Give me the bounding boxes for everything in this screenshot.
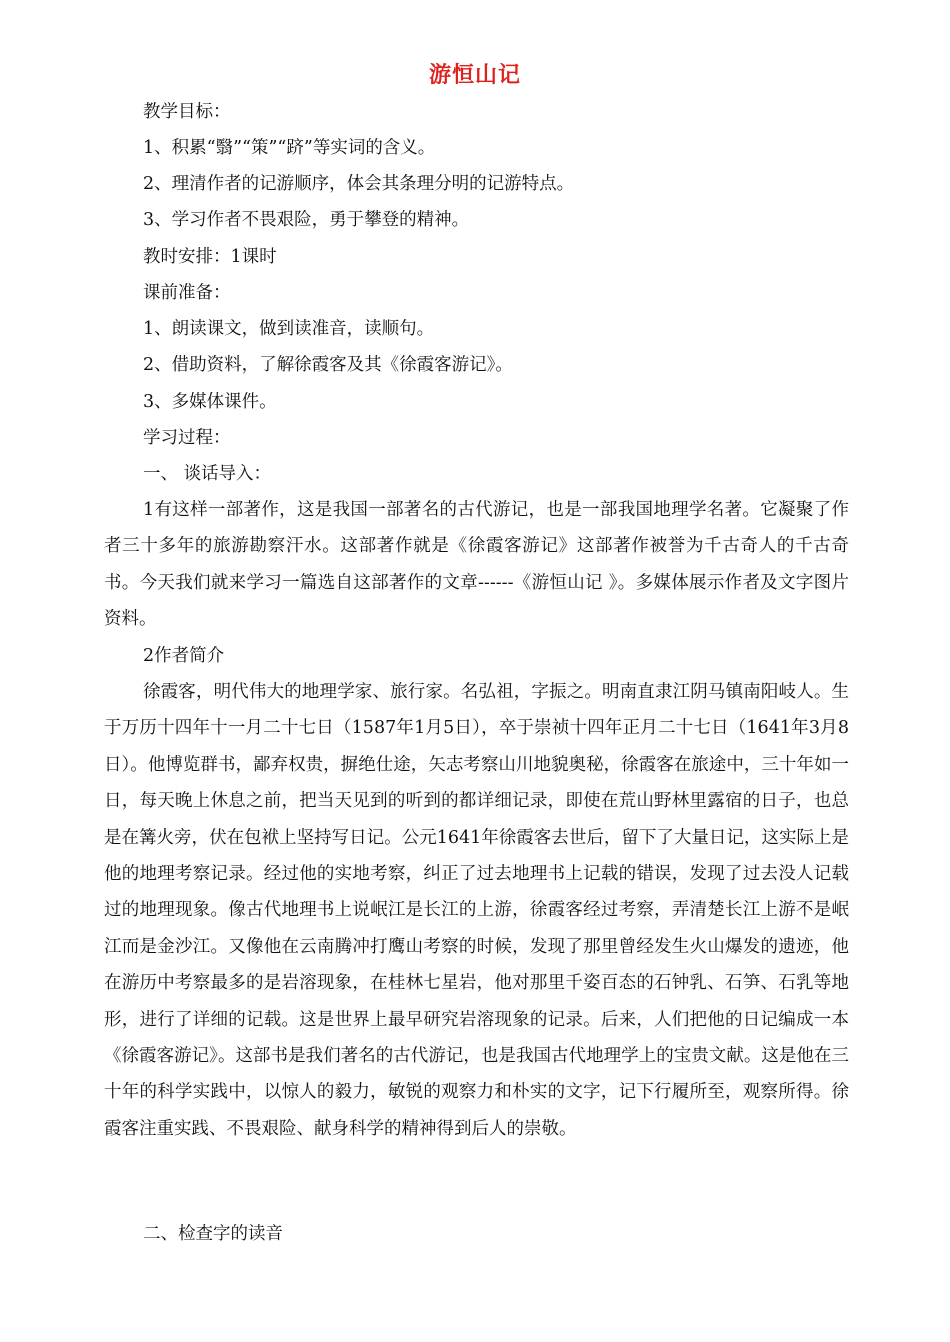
- prep-item-2: 2、借助资料，了解徐霞客及其《徐霞客游记》。: [143, 355, 513, 375]
- objective-item-3: 3、学习作者不畏艰险，勇于攀登的精神。: [143, 210, 470, 230]
- objectives-heading: 教学目标：: [143, 102, 231, 122]
- schedule-line: 教时安排：1课时: [143, 247, 277, 267]
- prep-item-1: 1、朗读课文，做到读准音，读顺句。: [143, 319, 435, 339]
- process-heading: 学习过程：: [143, 428, 231, 448]
- objective-item-2: 2、理清作者的记游顺序，体会其条理分明的记游特点。: [143, 174, 575, 194]
- section1-heading: 一、 谈话导入：: [143, 464, 272, 484]
- author-heading: 2作者简介: [143, 646, 225, 666]
- objective-item-1: 1、积累“翳”“策”“跻”等实词的含义。: [143, 138, 436, 158]
- prep-item-3: 3、多媒体课件。: [143, 392, 277, 412]
- intro-paragraph: 1有这样一部著作，这是我国一部著名的古代游记，也是一部我国地理学名著。它凝聚了作者三十多年的旅游勘察汗水。这部著作就是《徐霞客游记》这部著作被誉为千古奇人的千古奇书。今天我们就来学习一篇选自这部著作的文章------《游恒山记 》。多媒体展示作者及文字图片资料。: [104, 500, 849, 630]
- author-paragraph: 徐霞客，明代伟大的地理学家、旅行家。名弘祖，字振之。明南直隶江阴马镇南阳岐人。生于万历十四年十一月二十七日（1587年1月5日），卒于崇祯十四年正月二十七日（1641年3月8日）。他博览群书，鄙弃权贵，摒绝仕途，矢志考察山川地貌奥秘，徐霞客在旅途中，三十年如一日，每天晚上休息之前，把当天见到的听到的都详细记录，即使在荒山野林里露宿的日子，也总是在篝火旁，伏在包袱上坚持写日记。公元1641年徐霞客去世后，留下了大量日记，这实际上是他的地理考察记录。经过他的实地考察，纠正了过去地理书上记载的错误，发现了过去没人记载过的地理现象。像古代地理书上说岷江是长江的上游，徐霞客经过考察，弄清楚长江上游不是岷江而是金沙江。又像他在云南腾冲打鹰山考察的时候，发现了那里曾经发生火山爆发的遗迹，他在游历中考察最多的是岩溶现象，在桂林七星岩，他对那里千姿百态的石钟乳、石笋、石乳等地形，进行了详细的记载。这是世界上最早研究岩溶现象的记录。后来，人们把他的日记编成一本《徐霞客游记》。这部书是我们著名的古代游记，也是我国古代地理学上的宝贵文献。这是他在三十年的科学实践中，以惊人的毅力，敏锐的观察力和朴实的文字，记下行履所至，观察所得。徐霞客注重实践、不畏艰险、献身科学的精神得到后人的崇敬。: [104, 682, 849, 1139]
- section2-heading: 二、检查字的读音: [143, 1224, 283, 1244]
- prep-heading: 课前准备：: [143, 283, 231, 303]
- document-title: 游恒山记: [428, 62, 521, 88]
